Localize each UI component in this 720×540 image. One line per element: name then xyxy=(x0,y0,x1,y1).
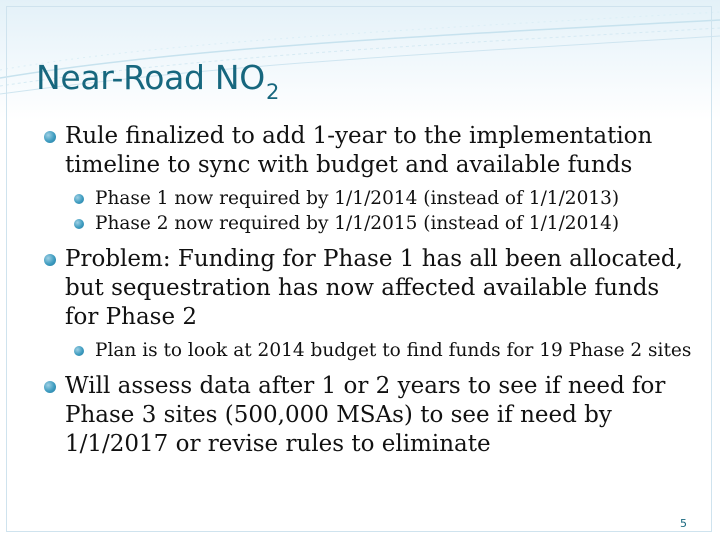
bullet-text: Will assess data after 1 or 2 years to see if need for Phase 3 sites (500,000 MSAs) to see if need by 1/1/2017 or revise rules to eliminate xyxy=(65,373,666,457)
bullet-funding-problem xyxy=(44,245,694,332)
page-number: 5 xyxy=(680,517,687,530)
subbullet-2014-budget xyxy=(44,339,694,363)
bullet-dot-icon xyxy=(44,131,56,143)
subbullet-phase1-date xyxy=(44,187,694,211)
subbullet-text: Phase 1 now required by 1/1/2014 (instead of 1/1/2013) xyxy=(95,188,620,209)
bullet-dot-icon xyxy=(44,381,56,393)
subbullet-text: Plan is to look at 2014 budget to find funds for 19 Phase 2 sites xyxy=(95,340,692,361)
bullet-dot-icon xyxy=(74,346,84,356)
title-subscript: 2 xyxy=(265,80,279,104)
bullet-rule-finalized xyxy=(44,122,694,180)
bullet-text: Rule finalized to add 1-year to the implementation timeline to sync with budget and available funds xyxy=(65,123,653,178)
subbullet-phase2-date xyxy=(44,212,694,236)
bullet-text: Problem: Funding for Phase 1 has all been allocated, but sequestration has now affected available funds for Phase 2 xyxy=(65,246,683,330)
bullet-list xyxy=(44,122,694,466)
bullet-assess-data xyxy=(44,372,694,459)
subbullet-text: Phase 2 now required by 1/1/2015 (instead of 1/1/2014) xyxy=(95,213,620,234)
title-main: Near-Road NO xyxy=(36,58,265,97)
bullet-dot-icon xyxy=(74,194,84,204)
slide-title xyxy=(36,58,279,102)
bullet-dot-icon xyxy=(74,219,84,229)
bullet-dot-icon xyxy=(44,254,56,266)
